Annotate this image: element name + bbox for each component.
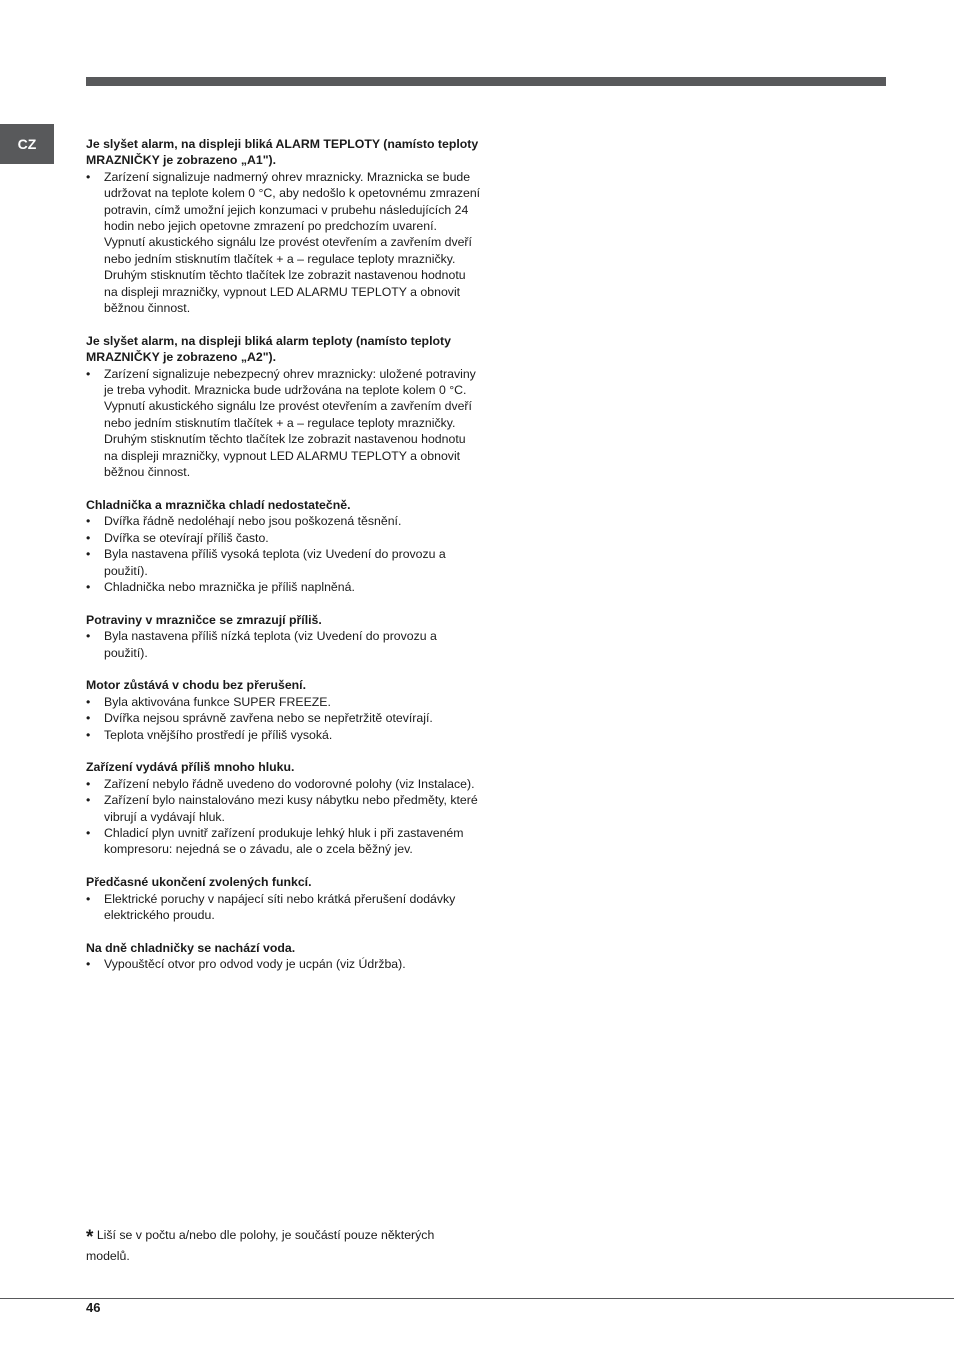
list-item: • Teplota vnějšího prostředí je příliš vysoká.	[86, 727, 481, 743]
section-water-bottom	[86, 940, 481, 973]
section-insufficient-cooling	[86, 497, 481, 595]
section-heading: Chladnička a mraznička chladí nedostatečně.	[86, 497, 351, 512]
section-heading: Předčasné ukončení zvolených funkcí.	[86, 875, 312, 890]
section-heading: Na dně chladničky se nachází voda.	[86, 940, 296, 955]
page-number: 46	[86, 1300, 101, 1315]
language-tab: CZ	[0, 124, 54, 164]
section-alarm-a2	[86, 333, 481, 481]
header-bar	[86, 77, 886, 86]
list-item: • Elektrické poruchy v napájecí síti nebo krátká přerušení dodávky elektrického proudu.	[86, 891, 481, 924]
list-item: • Byla nastavena příliš nízká teplota (viz Uvedení do provozu a použití).	[86, 628, 481, 661]
section-heading: Je slyšet alarm, na displeji bliká alarm teploty (namísto teploty MRAZNIČKY je zobrazeno „A2").	[86, 333, 451, 365]
section-heading: Je slyšet alarm, na displeji bliká ALARM TEPLOTY (namísto teploty MRAZNIČKY je zobrazeno „A1").	[86, 137, 479, 168]
list-item: • Dvířka řádně nedoléhají nebo jsou poškozená těsnění.	[86, 513, 481, 529]
list-item: • Byla aktivována funkce SUPER FREEZE.	[86, 694, 481, 710]
footnote	[86, 1226, 481, 1266]
list-item: • Zarízení signalizuje nadmerný ohrev mraznicky. Mraznicka se bude udržovat na teplote kolem 0 °C, aby nedošlo k opetovnému zmrazení potravin, címž umožní jejich konzumaci v prubehu následujících 24 hodin nebo jejich opetovne zmrazení po predchozím uvarení. Vypnutí akustického signálu lze provést otevřením a zavřením dveří nebo jedním stisknutím tlačítek + a – regulace teploty mrazničky. Druhým stisknutím těchto tlačítek lze zobrazit nastavenou hodnotu na displeji mrazničky, vypnout LED ALARMU TEPLOTY a obnovit běžnou činnost.	[86, 169, 481, 317]
section-motor-running	[86, 677, 481, 743]
list-item: • Zařízení nebylo řádně uvedeno do vodorovné polohy (viz Instalace).	[86, 776, 481, 792]
section-noise	[86, 759, 481, 857]
list-item: • Chladnička nebo mraznička je příliš naplněná.	[86, 579, 481, 595]
troubleshooting-content	[86, 136, 481, 989]
section-alarm-a1	[86, 136, 481, 316]
list-item: • Chladicí plyn uvnitř zařízení produkuje lehký hluk i při zastaveném kompresoru: nejedná se o závadu, ale o zcela běžný jev.	[86, 825, 481, 858]
footer-rule	[0, 1298, 954, 1299]
list-item: • Zařízení bylo nainstalováno mezi kusy nábytku nebo předměty, které vibrují a vydávají hluk.	[86, 792, 481, 825]
section-overfreezing	[86, 612, 481, 661]
list-item: • Zarízení signalizuje nebezpecný ohrev mraznicky: uložené potraviny je treba vyhodit. Mraznicka bude udržována na teplote kolem 0 °C. Vypnutí akustického signálu lze provést otevřením a zavřením dveří nebo jedním stisknutím tlačítek + a – regulace teploty mrazničky. Druhým stisknutím těchto tlačítek lze zobrazit nastavenou hodnotu na displeji mrazničky, vypnout LED ALARMU TEPLOTY a obnovit běžnou činnost.	[86, 366, 481, 481]
section-heading: Potraviny v mrazničce se zmrazují příliš.	[86, 612, 322, 627]
section-heading: Motor zůstává v chodu bez přerušení.	[86, 678, 307, 693]
footnote-marker: *	[86, 1227, 94, 1248]
section-heading: Zařízení vydává příliš mnoho hluku.	[86, 760, 295, 775]
section-functions-terminated	[86, 874, 481, 923]
footnote-text: Liší se v počtu a/nebo dle polohy, je součástí pouze některých modelů.	[86, 1228, 435, 1263]
list-item: • Dvířka nejsou správně zavřena nebo se nepřetržitě otevírají.	[86, 710, 481, 726]
list-item: • Dvířka se otevírají příliš často.	[86, 530, 481, 546]
list-item: • Vypouštěcí otvor pro odvod vody je ucpán (viz Údržba).	[86, 956, 481, 972]
list-item: • Byla nastavena příliš vysoká teplota (viz Uvedení do provozu a použití).	[86, 546, 481, 579]
